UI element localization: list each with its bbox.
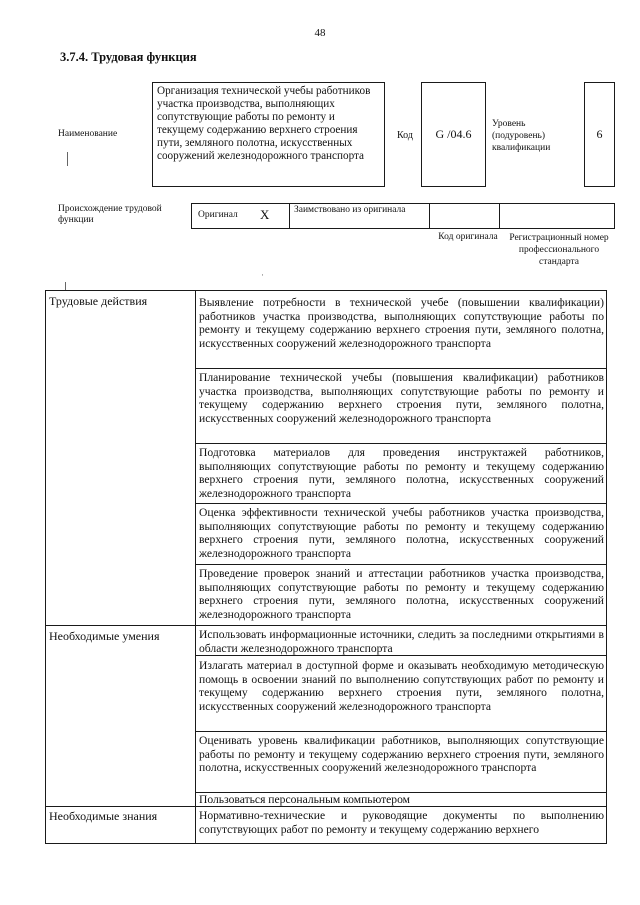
labor-actions-label: Трудовые действия: [49, 294, 148, 308]
knowledge-item: Нормативно-технические и руководящие документы по выполнению сопутствующих работ по ремонту и текущему содержанию верхнего: [199, 809, 604, 836]
labor-action-item: Выявление потребности в технической учебе (повышении квалификации) работников участка производства, выполняющих сопутствующие работы по ремонту и текущему содержанию верхнего строения пути, земляного полотна, искусственных сооружений железнодорожного транспорта: [199, 296, 604, 350]
level-label: Уровень (подуровень) квалификации: [492, 119, 551, 153]
code-value: G /04.6: [435, 127, 472, 141]
skill-item: Пользоваться персональным компьютером: [199, 793, 411, 806]
table-column-divider: [195, 290, 196, 844]
origin-row: [191, 203, 615, 229]
original-label: Оригинал: [198, 210, 238, 220]
labor-action-item: Подготовка материалов для проведения инструктажей работников, выполняющих сопутствующие работы по ремонту и текущему содержанию верхнего строения пути, земляного полотна, искусственных сооружений железнодорожного транспорта: [199, 446, 604, 500]
level-value: 6: [596, 127, 603, 141]
function-name-value: Организация технической учебы работников участка производства, выполняющих сопутствующие работы по ремонту и текущему содержанию верхнего строения пути, земляного полотна, искусственных сооружений железнодорожного транспорта: [152, 82, 385, 187]
page-number: 48: [314, 27, 326, 39]
code-label: Код: [397, 130, 413, 141]
skill-item: Оценивать уровень квалификации работников, выполняющих сопутствующие работы по ремонту и текущему содержанию верхнего строения пути, земляного полотна, искусственных сооружений железнодорожного транспорта: [199, 734, 604, 775]
name-label: Наименование: [58, 129, 118, 139]
row-divider: [195, 368, 607, 369]
row-divider: [195, 564, 607, 565]
section-title: 3.7.4. Трудовая функция: [60, 50, 197, 64]
origin-label: Происхождение трудовой функции: [58, 204, 162, 225]
code-value-box: [421, 82, 486, 187]
labor-action-item: Планирование технической учебы (повышения квалификации) работников участка производства, выполняющих сопутствующие работы по ремонту и текущему содержанию верхнего строения пути, земляного полотна, искусственных сооружений железнодорожного транспорта: [199, 371, 604, 425]
knowledge-label: Необходимые знания: [49, 809, 158, 823]
row-divider: [195, 503, 607, 504]
skills-label: Необходимые умения: [49, 629, 160, 643]
scan-dot: ·: [261, 270, 264, 280]
skill-item: Излагать материал в доступной форме и оказывать необходимую методическую помощь в освоении знаний по выполнению сопутствующих работ по ремонту и текущему содержанию верхнего строения пути, земляного полотна, искусственных сооружений железнодорожного транспорта: [199, 659, 604, 713]
row-divider: [195, 731, 607, 732]
level-value-box: [584, 82, 615, 187]
section-divider: [45, 625, 607, 626]
registration-number-label: Регистрационный номер профессионального стандарта: [509, 233, 609, 267]
labor-action-item: Оценка эффективности технической учебы работников участка производства, выполняющих сопутствующие работы по ремонту и текущему содержанию верхнего строения пути, земляного полотна, искусственных сооружений железнодорожного транспорта: [199, 506, 604, 560]
original-mark: X: [260, 207, 270, 222]
margin-mark: [67, 152, 68, 166]
code-original-label: Код оригинала: [438, 232, 498, 242]
borrowed-label: Заимствовано из оригинала: [294, 205, 406, 215]
borrowed-cell: [290, 204, 430, 228]
code-original-cell: [430, 204, 500, 228]
skill-item: Использовать информационные источники, следить за последними открытиями в области железнодорожного транспорта: [199, 628, 604, 655]
original-cell: [192, 204, 290, 228]
row-divider: [195, 443, 607, 444]
margin-mark: [65, 282, 66, 290]
labor-action-item: Проведение проверок знаний и аттестации работников участка производства, выполняющих сопутствующие работы по ремонту и текущему содержанию верхнего строения пути, земляного полотна, искусственных сооружений железнодорожного транспорта: [199, 567, 604, 621]
